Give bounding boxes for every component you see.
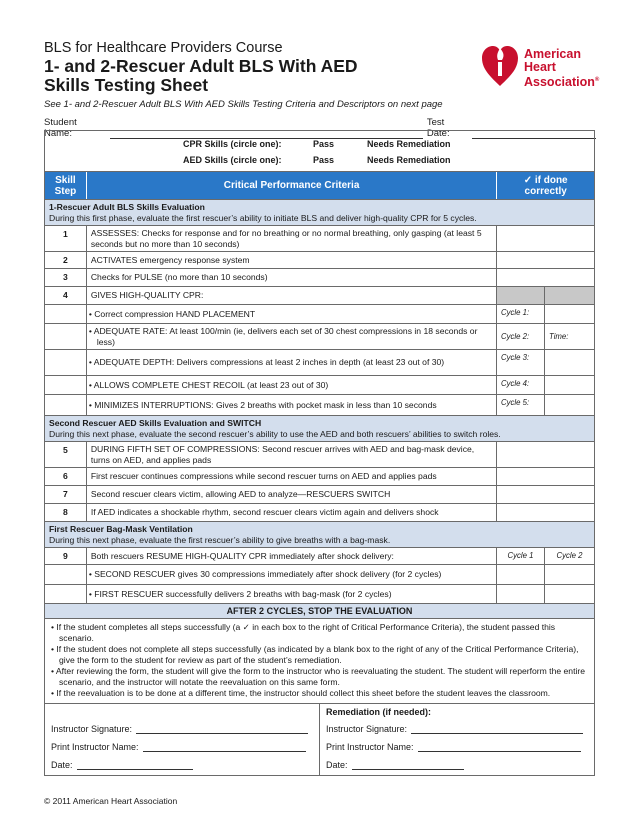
cycle-4-box[interactable]: Cycle 4:: [497, 376, 594, 394]
instructor-name-field[interactable]: [143, 742, 306, 752]
table-row: 7 Second rescuer clears victim, allowing AED to analyze—RESCUERS SWITCH: [45, 485, 594, 503]
instructor-signature-field[interactable]: [136, 724, 308, 734]
course-name: BLS for Healthcare Providers Course: [44, 40, 283, 56]
note-item: • If the student completes all steps successfully (a ✓ in each box to the right of Critical Performance Criteria), the student passed this scenario.: [51, 622, 556, 643]
section-3-header: First Rescuer Bag-Mask Ventilation During this next phase, evaluate the first rescuer’s ability to give breaths with a bag-mask.: [45, 521, 594, 547]
table-row: • ALLOWS COMPLETE CHEST RECOIL (at least 23 out of 30) Cycle 4:: [45, 375, 594, 394]
title-line-1: 1- and 2-Rescuer Adult BLS With AED: [44, 56, 358, 76]
checkbox-step-7[interactable]: [497, 486, 594, 503]
compressions-checkboxes[interactable]: [497, 565, 594, 584]
cycle-1-box[interactable]: Cycle 1:: [497, 305, 594, 323]
circle-one-area: [45, 131, 594, 171]
note-item: • If the reevaluation is to be done at a different time, the instructor should collect this sheet before the student leaves the classroom.: [51, 688, 551, 698]
table-row: • MINIMIZES INTERRUPTIONS: Gives 2 breaths with pocket mask in less than 10 seconds Cycle 5:: [45, 394, 594, 415]
table-row: • ADEQUATE RATE: At least 100/min (ie, delivers each set of 30 chest compressions in 18 seconds or less) Cycle 2: Time:: [45, 323, 594, 349]
initial-signature-column: Instructor Signature: Print Instructor Name: Date:: [45, 704, 319, 775]
table-row: • ADEQUATE DEPTH: Delivers compressions at least 2 inches in depth (at least 23 out of 30) Cycle 3:: [45, 349, 594, 375]
stop-evaluation-banner: AFTER 2 CYCLES, STOP THE EVALUATION: [45, 603, 594, 618]
table-row: 8 If AED indicates a shockable rhythm, second rescuer clears victim again and delivers shock: [45, 503, 594, 521]
checkbox-step-1[interactable]: [497, 226, 594, 251]
skills-testing-table: [44, 130, 595, 776]
breaths-checkboxes[interactable]: [497, 585, 594, 603]
table-row: 9 Both rescuers RESUME HIGH-QUALITY CPR immediately after shock delivery: Cycle 1 Cycle 2: [45, 547, 594, 564]
cycle-3-box[interactable]: Cycle 3:: [497, 350, 594, 375]
section-2-header: Second Rescuer AED Skills Evaluation and SWITCH During this next phase, evaluate the second rescuer’s ability to use the AED and both rescuers’ abilities to switch roles.: [45, 415, 594, 441]
table-row: • SECOND RESCUER gives 30 compressions immediately after shock delivery (for 2 cycles): [45, 564, 594, 584]
title-line-2: Skills Testing Sheet: [44, 75, 209, 95]
aed-skills-row: AED Skills (circle one): Pass Needs Remediation: [183, 155, 451, 165]
remediation-label: Remediation (if needed):: [326, 706, 432, 717]
note-item: • After reviewing the form, the student will give the form to the instructor who is reevaluating the student. The student will reperform the entire scenario, and the instructor will notate the reevaluation on this same form.: [51, 666, 586, 687]
cpr-needs-remediation-option[interactable]: Needs Remediation: [367, 139, 451, 149]
signature-area: [45, 703, 594, 775]
table-row: 2 ACTIVATES emergency response system: [45, 251, 594, 268]
subtitle: See 1- and 2-Rescuer Adult BLS With AED Skills Testing Criteria and Descriptors on next page: [44, 99, 443, 110]
cycle-header-gray: [497, 287, 594, 304]
cpr-skills-row: CPR Skills (circle one): Pass Needs Remediation: [183, 139, 451, 149]
table-row: • Correct compression HAND PLACEMENT Cycle 1:: [45, 304, 594, 323]
checkbox-step-5[interactable]: [497, 442, 594, 467]
cycle-5-box[interactable]: Cycle 5:: [497, 395, 594, 415]
criteria-header: Critical Performance Criteria: [87, 172, 498, 199]
instructions-notes: [45, 618, 594, 703]
remediation-date-field[interactable]: [352, 760, 464, 770]
remediation-signature-column: Remediation (if needed): Instructor Signature: Print Instructor Name: Date:: [319, 704, 594, 775]
table-row: 5 DURING FIFTH SET OF COMPRESSIONS: Second rescuer arrives with AED and bag-mask device, turns on AED, and applies pads: [45, 441, 594, 467]
aed-pass-option[interactable]: Pass: [313, 155, 335, 165]
cycle-labels: Cycle 1 Cycle 2: [497, 548, 594, 564]
note-item: • If the student does not complete all steps successfully (as indicated by a blank box to the right of any of the Critical Performance Criteria), give the form to the student for review as part of the student’s remediation.: [51, 644, 579, 665]
test-date-label: Test Date:: [426, 117, 450, 139]
checkbox-step-2[interactable]: [497, 252, 594, 268]
table-header: [45, 171, 594, 199]
table-row: • FIRST RESCUER successfully delivers 2 breaths with bag-mask (for 2 cycles): [45, 584, 594, 603]
heart-torch-icon: [480, 42, 520, 88]
cpr-pass-option[interactable]: Pass: [313, 139, 335, 149]
table-row: 6 First rescuer continues compressions while second rescuer turns on AED and applies pads: [45, 467, 594, 485]
remediation-name-field[interactable]: [418, 742, 581, 752]
done-correctly-header: ✓ if done correctly: [523, 174, 568, 197]
table-row: 3 Checks for PULSE (no more than 10 seconds): [45, 268, 594, 286]
aed-needs-remediation-option[interactable]: Needs Remediation: [367, 155, 451, 165]
aha-logo: [480, 40, 600, 92]
skill-step-header: Skill Step: [45, 172, 87, 199]
section-1-header: 1-Rescuer Adult BLS Skills Evaluation During this first phase, evaluate the first rescuer’s ability to initiate BLS and deliver high-quality CPR for 5 cycles.: [45, 199, 594, 225]
student-name-label: Student Name:: [44, 117, 77, 139]
table-row: 4 GIVES HIGH-QUALITY CPR:: [45, 286, 594, 304]
checkbox-step-3[interactable]: [497, 269, 594, 286]
cycle-2-box[interactable]: Cycle 2: Time:: [497, 324, 594, 349]
date-field[interactable]: [77, 760, 193, 770]
checkbox-step-8[interactable]: [497, 504, 594, 521]
copyright: © 2011 American Heart Association: [44, 796, 178, 806]
table-row: 1 ASSESSES: Checks for response and for no breathing or no normal breathing, only gasping (at least 5 seconds but no more than 10 seconds): [45, 225, 594, 251]
remediation-signature-field[interactable]: [411, 724, 583, 734]
logo-wordmark: American Heart Association®: [524, 47, 600, 90]
checkbox-step-6[interactable]: [497, 468, 594, 485]
